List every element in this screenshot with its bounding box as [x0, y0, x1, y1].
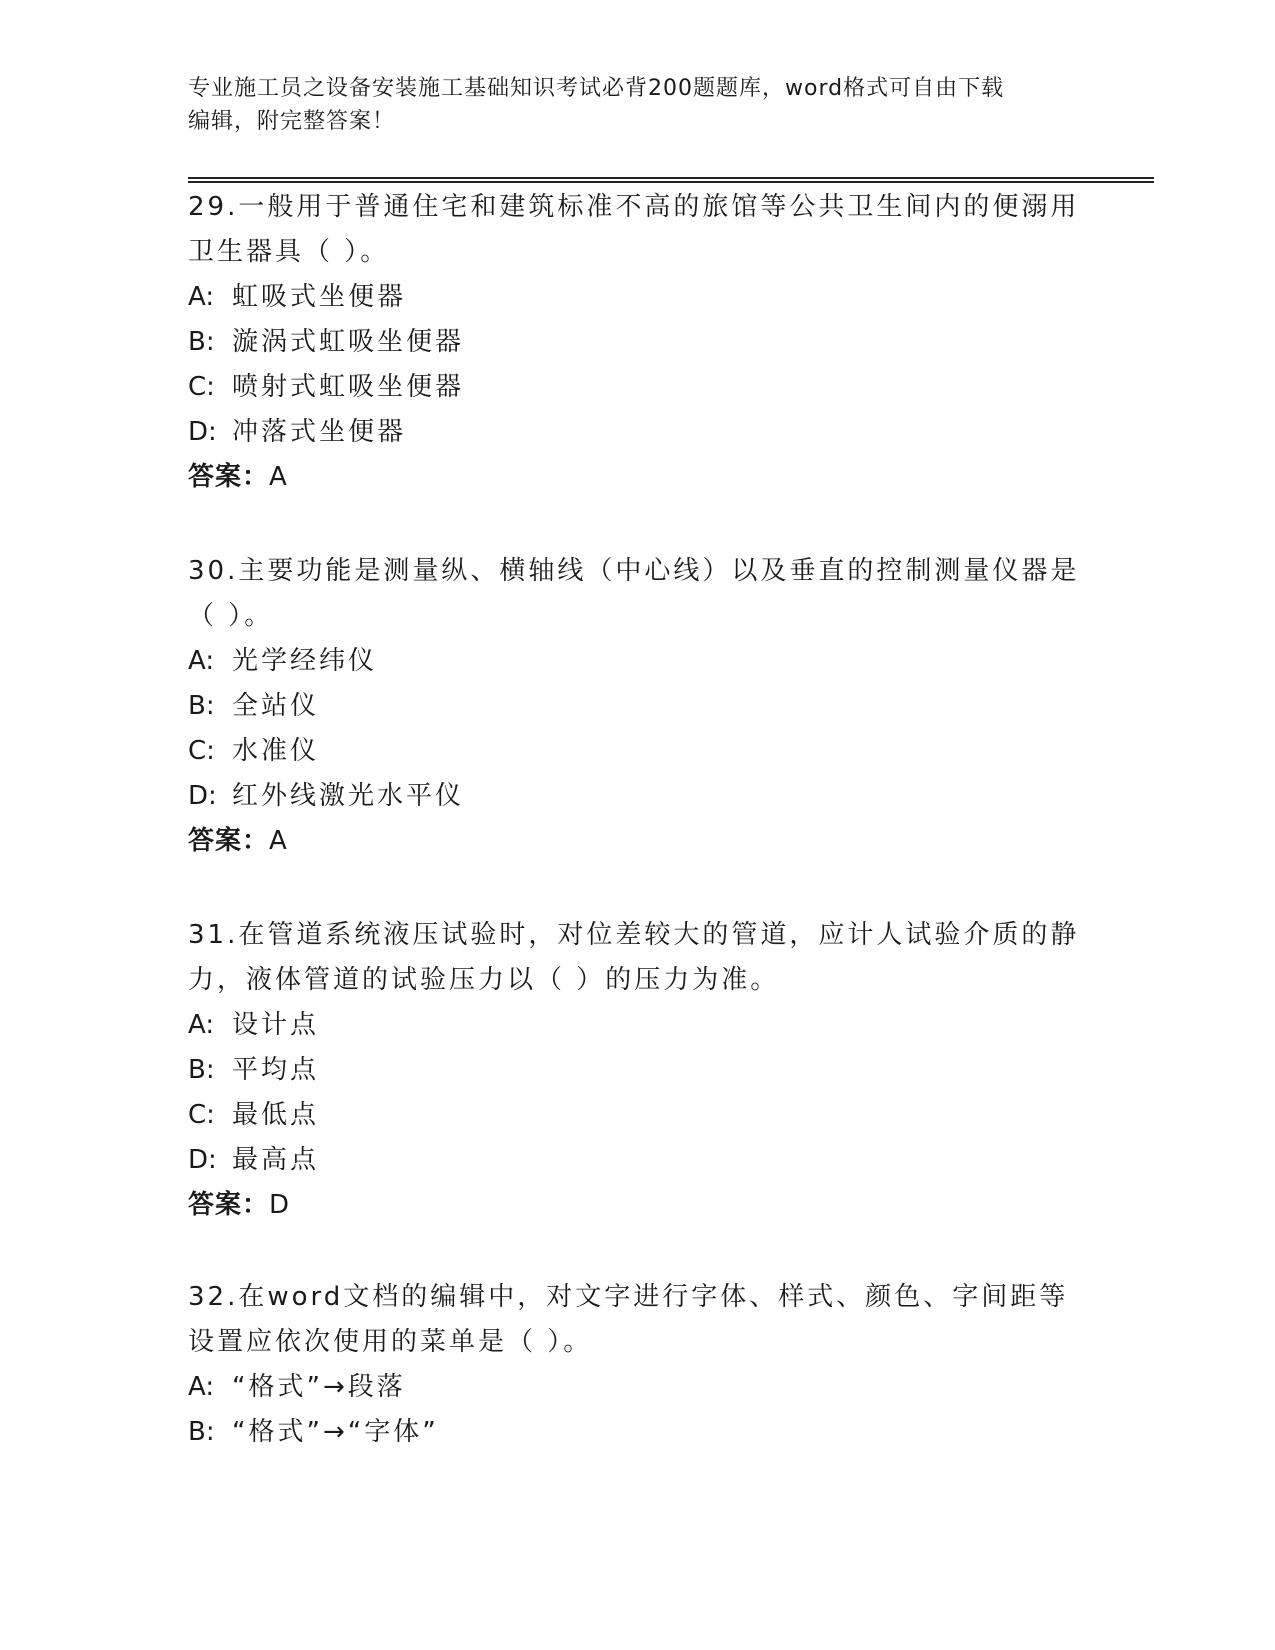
question-31: [188, 913, 1088, 1228]
question-stem-line-2: 力，液体管道的试验压力以（ ）的压力为准。: [188, 965, 780, 995]
option-text: 全站仪: [232, 691, 320, 721]
question-30: [188, 549, 1088, 864]
option-c: [188, 365, 1088, 410]
option-c: [188, 729, 1088, 774]
option-b: [188, 320, 1088, 365]
option-key: C:: [188, 736, 215, 766]
option-text: 红外线激光水平仪: [232, 781, 465, 811]
question-stem-line-1: 30.主要功能是测量纵、横轴线（中心线）以及垂直的控制测量仪器是: [188, 556, 1080, 586]
option-a: [188, 1003, 1088, 1048]
option-text: 虹吸式坐便器: [232, 282, 407, 312]
header-divider-top: [188, 177, 1154, 179]
option-d: [188, 774, 1088, 819]
option-c: [188, 1093, 1088, 1138]
question-stem-line-1: 31.在管道系统液压试验时，对位差较大的管道，应计人试验介质的静: [188, 920, 1080, 950]
option-key: C:: [188, 372, 215, 402]
option-key: A:: [188, 282, 215, 312]
option-key: D:: [188, 417, 217, 447]
option-a: [188, 639, 1088, 684]
option-key: A:: [188, 1010, 215, 1040]
option-text: 最低点: [232, 1100, 320, 1130]
option-text: 水准仪: [232, 736, 320, 766]
option-d: [188, 410, 1088, 455]
header-divider-bottom: [188, 181, 1154, 183]
option-a: [188, 1365, 1088, 1410]
option-key: D:: [188, 1145, 217, 1175]
question-32: [188, 1275, 1088, 1455]
answer-value: A: [269, 462, 288, 492]
option-key: B:: [188, 691, 215, 721]
option-text: 漩涡式虹吸坐便器: [232, 327, 465, 357]
option-key: C:: [188, 1100, 215, 1130]
document-header: [188, 72, 1088, 138]
option-text: “格式”→段落: [232, 1372, 406, 1402]
option-text: “格式”→“字体”: [232, 1417, 439, 1447]
option-text: 光学经纬仪: [232, 646, 378, 676]
answer-label: 答案：: [188, 1190, 270, 1220]
question-stem-line-2: 设置应依次使用的菜单是（ ）。: [188, 1327, 593, 1357]
question-stem-line-1: 32.在word文档的编辑中，对文字进行字体、样式、颜色、字间距等: [188, 1282, 1069, 1312]
option-key: B:: [188, 327, 215, 357]
answer-value: D: [269, 1190, 291, 1220]
option-text: 喷射式虹吸坐便器: [232, 372, 465, 402]
question-stem-line-1: 29.一般用于普通住宅和建筑标准不高的旅馆等公共卫生间内的便溺用: [188, 192, 1080, 222]
option-key: A:: [188, 1372, 215, 1402]
option-b: [188, 1410, 1088, 1455]
option-d: [188, 1138, 1088, 1183]
header-line-2: 编辑，附完整答案！: [188, 109, 396, 134]
answer-label: 答案：: [188, 826, 270, 856]
answer-line: [188, 455, 1088, 500]
option-a: [188, 275, 1088, 320]
option-key: B:: [188, 1417, 215, 1447]
question-29: [188, 185, 1088, 500]
option-key: A:: [188, 646, 215, 676]
option-b: [188, 1048, 1088, 1093]
question-stem-line-2: 卫生器具（ ）。: [188, 237, 390, 267]
option-text: 最高点: [232, 1145, 320, 1175]
answer-line: [188, 819, 1088, 864]
answer-label: 答案：: [188, 462, 270, 492]
answer-value: A: [269, 826, 288, 856]
option-text: 冲落式坐便器: [232, 417, 407, 447]
header-line-1: 专业施工员之设备安装施工基础知识考试必背200题题库，word格式可自由下载: [188, 76, 1005, 101]
answer-line: [188, 1183, 1088, 1228]
option-text: 设计点: [232, 1010, 320, 1040]
option-text: 平均点: [232, 1055, 320, 1085]
question-stem-line-2: （ ）。: [188, 601, 274, 631]
option-b: [188, 684, 1088, 729]
option-key: D:: [188, 781, 217, 811]
option-key: B:: [188, 1055, 215, 1085]
